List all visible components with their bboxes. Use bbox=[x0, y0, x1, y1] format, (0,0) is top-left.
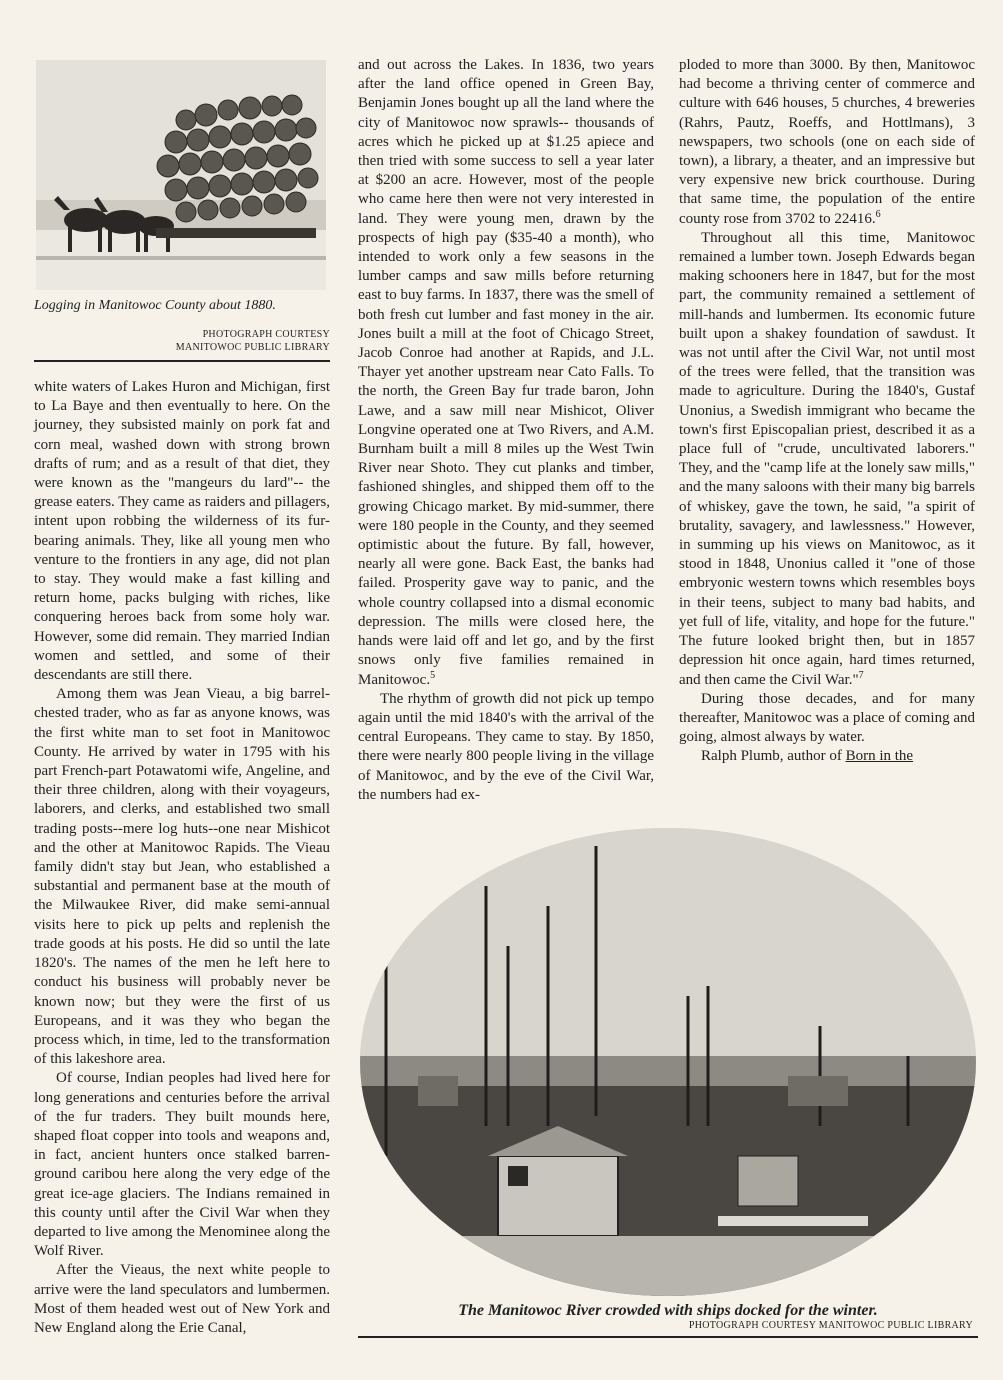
harbor-photo-caption: The Manitowoc River crowded with ships docked for the winter. bbox=[458, 1302, 878, 1319]
credit-line-2: MANITOWOC PUBLIC LIBRARY bbox=[175, 342, 330, 353]
paragraph-text: and out across the Lakes. In 1836, two years after the land office opened in Green Bay, Benjamin Jones bought up all the land where the city of Manitowoc now sprawls-- thousands of acres which he picked up at $1.25 apiece and then tried with some success to sell a year later at $200 an acre. However, most of the people who came here then were not very interested in land. They were young men, drawn by the prospects of high pay ($35-40 a month), who intended to work only a few seasons in the lumber camps and saw mills before returning east to buy farms. In 1837, there was the smell of both fresh cut lumber and fast money in the air. Jones built a mill at the foot of Chicago Street, Jacob Conroe had another at Rapids, and J.L. Thayer yet another upstream near Cato Falls. To the north, the Green Bay fur trade baron, John Lawe, and a saw mill near Mishicot, Oliver Longvine operated one at Two Rivers, and A.M. Burnham built a mill 8 miles up the West Twin River near Shoto. They cut planks and timber, fashioned shingles, and shipped them off to the growing Chicago market. By mid-summer, there were 180 people in the County, and they seemed optimistic about the future. By fall, however, nearly all were gone. Back East, the banks had failed. Prosperity gave way to panic, and the whole country collapsed into a dismal economic depression. The mills were closed here, the hands were laid off and let go, and by the first snows only five families remained in Manitowoc. bbox=[358, 57, 654, 688]
paragraph: white waters of Lakes Huron and Michigan, first to La Baye and then eventually to here. On the journey, they subsisted mainly on pork fat and corn meal, washed down with strong brown drafts of rum; and as a result of that diet, they were known as the "mangeurs du lard"-- the grease eaters. They came as raiders and pillagers, intent upon robbing the wilderness of its fur-bearing animals. They, like all young men who venture to the frontiers in any age, did not plan to stay. They would make a fast killing and return home, packs bulging with riches, like conquering heroes back from some holy war. However, some did remain. They married Indian women and settled, and some of their descendants are still there. bbox=[34, 379, 330, 684]
paragraph: Among them was Jean Vieau, a big barrel-chested trader, who as far as anyone knows, was the first white man to set foot in Manitowoc County. He arrived by water in 1795 with his part French-part Potawatomi wife, Angeline, and their three children, along with their voyageurs, laborers, and clerks, and established two small trading posts--mere log huts--one near Mishicot and the other at Manitowoc Rapids. The Vieau family didn't stay but Jean, who established a substantial and permanent base at the mouth of the Milwaukee River, did make semi-annual visits here to pick up pelts and replenish the trade goods at his posts. He did so until the late 1820's. The names of the men he left here to conduct his business will probably never be known now; but they were the first of us Europeans, and it was they who began the process which, in time, led to the transformation of this lakeshore area. bbox=[34, 686, 330, 1068]
footnote-marker: 7 bbox=[858, 669, 864, 681]
caption-divider bbox=[34, 360, 330, 362]
footnote-marker: 5 bbox=[430, 669, 436, 681]
harbor-photo-credit: PHOTOGRAPH COURTESY MANITOWOC PUBLIC LIBRARY bbox=[688, 1320, 973, 1331]
logging-photo-caption: Logging in Manitowoc County about 1880. bbox=[34, 298, 276, 313]
article-column-3 bbox=[679, 56, 975, 767]
paragraph: Of course, Indian peoples had lived here for long generations and centuries before the arrival of the fur traders. They built mounds here, shaped float copper into tools and weapons and, in fact, ancient hunters once stalked barren-ground caribou here along the very edge of the great ice-age glaciers. The Indians remained in this county until after the Civil War when they departed to live among the Menominee along the Wolf River. bbox=[34, 1070, 330, 1260]
paragraph-text: Throughout all this time, Manitowoc remained a lumber town. Joseph Edwards began making schooners here in 1847, but for the most part, the community remained a settlement of mill-hands and lumbermen. Its economic future built upon a shakey foundation of sawdust. It was not until after the Civil War, not until most of the trees were felled, that the transition was made to agriculture. During the 1840's, Gustaf Unonius, a Swedish immigrant who became the town's first Episcopalian priest, described it as a place full of "crude, uncultivated laborers." They, and the "camp life at the lonely saw mills," and the many saloons with their many big barrels of whiskey, gave the town, he said, "a spirit of brutality, savagery, and lawlessness." However, in summing up his views on Manitowoc, as it stood in 1848, Unonius called it "one of those embryonic western towns which resembles boys in their teens, subject to many bad habits, and yet full of life, vitality, and hope for the future." The future looked bright then, but in 1857 depression hit once again, hard times returned, and then came the Civil War." bbox=[679, 229, 975, 688]
article-column-1 bbox=[34, 378, 330, 1338]
footnote-marker: 6 bbox=[875, 208, 881, 220]
paragraph: After the Vieaus, the next white people to arrive were the land speculators and lumbermen. Most of them headed west out of New York and New England along the Erie Canal, bbox=[34, 1262, 330, 1336]
harbor-photo bbox=[358, 826, 978, 1298]
paragraph bbox=[679, 229, 975, 690]
credit-line-1: PHOTOGRAPH COURTESY bbox=[202, 329, 330, 340]
logging-photo-credit bbox=[34, 328, 330, 354]
logging-photo-image bbox=[36, 60, 326, 290]
logging-photo bbox=[36, 60, 326, 290]
bottom-divider bbox=[358, 1336, 978, 1338]
paragraph-text: ploded to more than 3000. By then, Manitowoc had become a thriving center of commerce and culture with 646 houses, 5 churches, 4 breweries (Rahrs, Pautz, Roeffs, and Hottlmans), 3 newspapers, two schools (one on each side of town), a library, a theater, and an impressive but very expensive new brick courthouse. During that same time, the population of the entire county rose from 3702 to 22416. bbox=[679, 57, 975, 227]
paragraph bbox=[358, 56, 654, 690]
paragraph bbox=[679, 56, 975, 229]
harbor-photo-image bbox=[358, 826, 978, 1298]
paragraph: The rhythm of growth did not pick up tempo again until the mid 1840's with the arrival of the central Europeans. They came to stay. By 1850, there were nearly 800 people living in the village of Manitowoc, and by the eve of the Civil War, the numbers had ex- bbox=[358, 690, 654, 803]
paragraph-text: Ralph Plumb, author of bbox=[701, 748, 846, 765]
paragraph: During those decades, and for many thereafter, Manitowoc was a place of coming and going, almost always by water. bbox=[679, 690, 975, 746]
paragraph bbox=[679, 747, 975, 766]
book-title: Born in the bbox=[845, 748, 914, 765]
article-column-2 bbox=[358, 56, 654, 805]
